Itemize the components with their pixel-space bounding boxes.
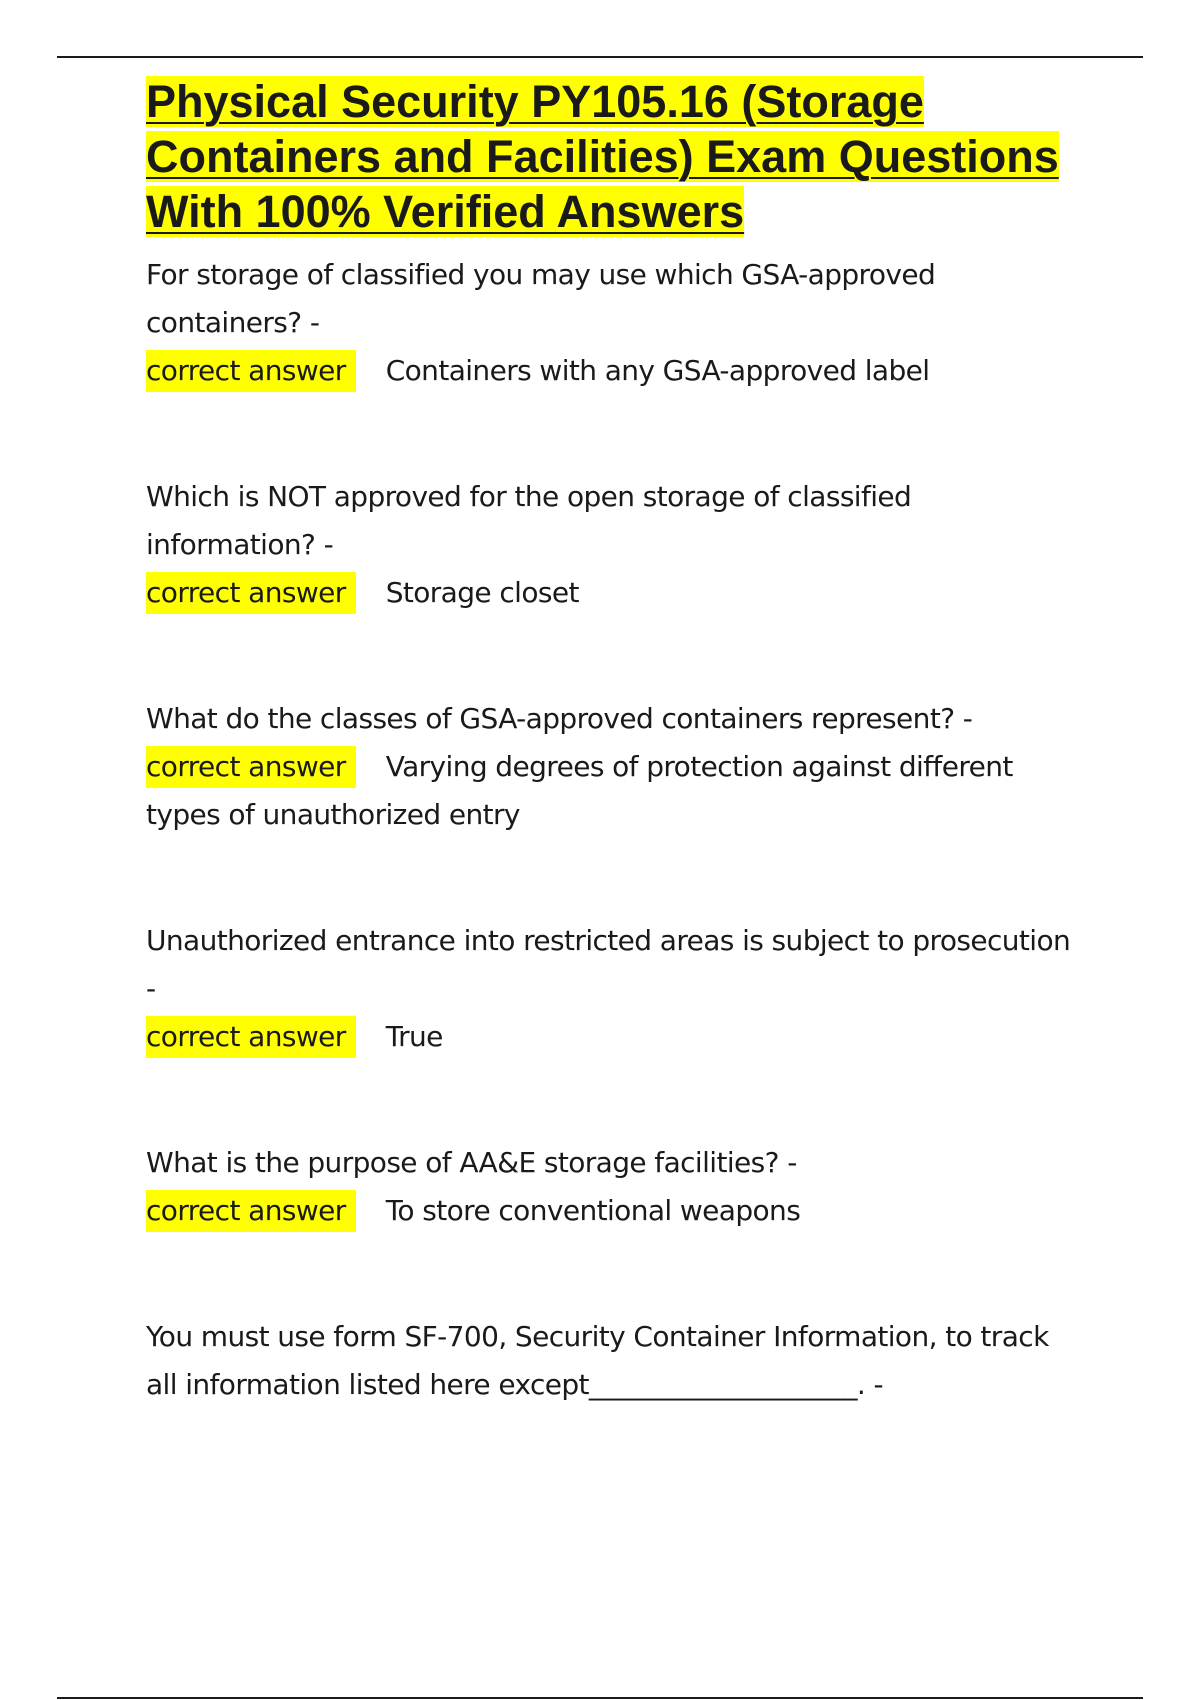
question-item: [146, 1139, 1086, 1235]
correct-answer-label: correct answer: [146, 1016, 356, 1058]
answer-text: Containers with any GSA-approved label: [385, 354, 930, 387]
document-title: [146, 74, 1086, 239]
answer-text: True: [385, 1020, 443, 1053]
question-item: [146, 251, 1086, 395]
question-item: [146, 917, 1086, 1061]
document-body: [146, 74, 1086, 1409]
correct-answer-label: correct answer: [146, 350, 356, 392]
question-item: [146, 695, 1086, 839]
question-item: [146, 473, 1086, 617]
question-text: What do the classes of GSA-approved containers represent? -: [146, 702, 973, 735]
answer-text: Storage closet: [385, 576, 579, 609]
answer-text: To store conventional weapons: [385, 1194, 801, 1227]
question-text: What is the purpose of AA&E storage facilities? -: [146, 1146, 797, 1179]
question-item: [146, 1313, 1086, 1409]
document-title-text: Physical Security PY105.16 (Storage Containers and Facilities) Exam Questions With 100% Verified Answers: [146, 76, 1059, 237]
correct-answer-label: correct answer: [146, 1190, 356, 1232]
correct-answer-label: correct answer: [146, 746, 356, 788]
question-text: Which is NOT approved for the open storage of classified information? -: [146, 480, 912, 561]
question-text: You must use form SF-700, Security Container Information, to track all information listed here except____________________. -: [146, 1320, 1049, 1401]
question-text: Unauthorized entrance into restricted areas is subject to prosecution -: [146, 924, 1071, 1005]
answer-text: Varying degrees of protection against different types of unauthorized entry: [146, 750, 1013, 831]
correct-answer-label: correct answer: [146, 572, 356, 614]
question-list: [146, 251, 1086, 1409]
question-text: For storage of classified you may use which GSA-approved containers? -: [146, 258, 936, 339]
bottom-rule: [57, 1697, 1143, 1699]
top-rule: [57, 56, 1143, 58]
